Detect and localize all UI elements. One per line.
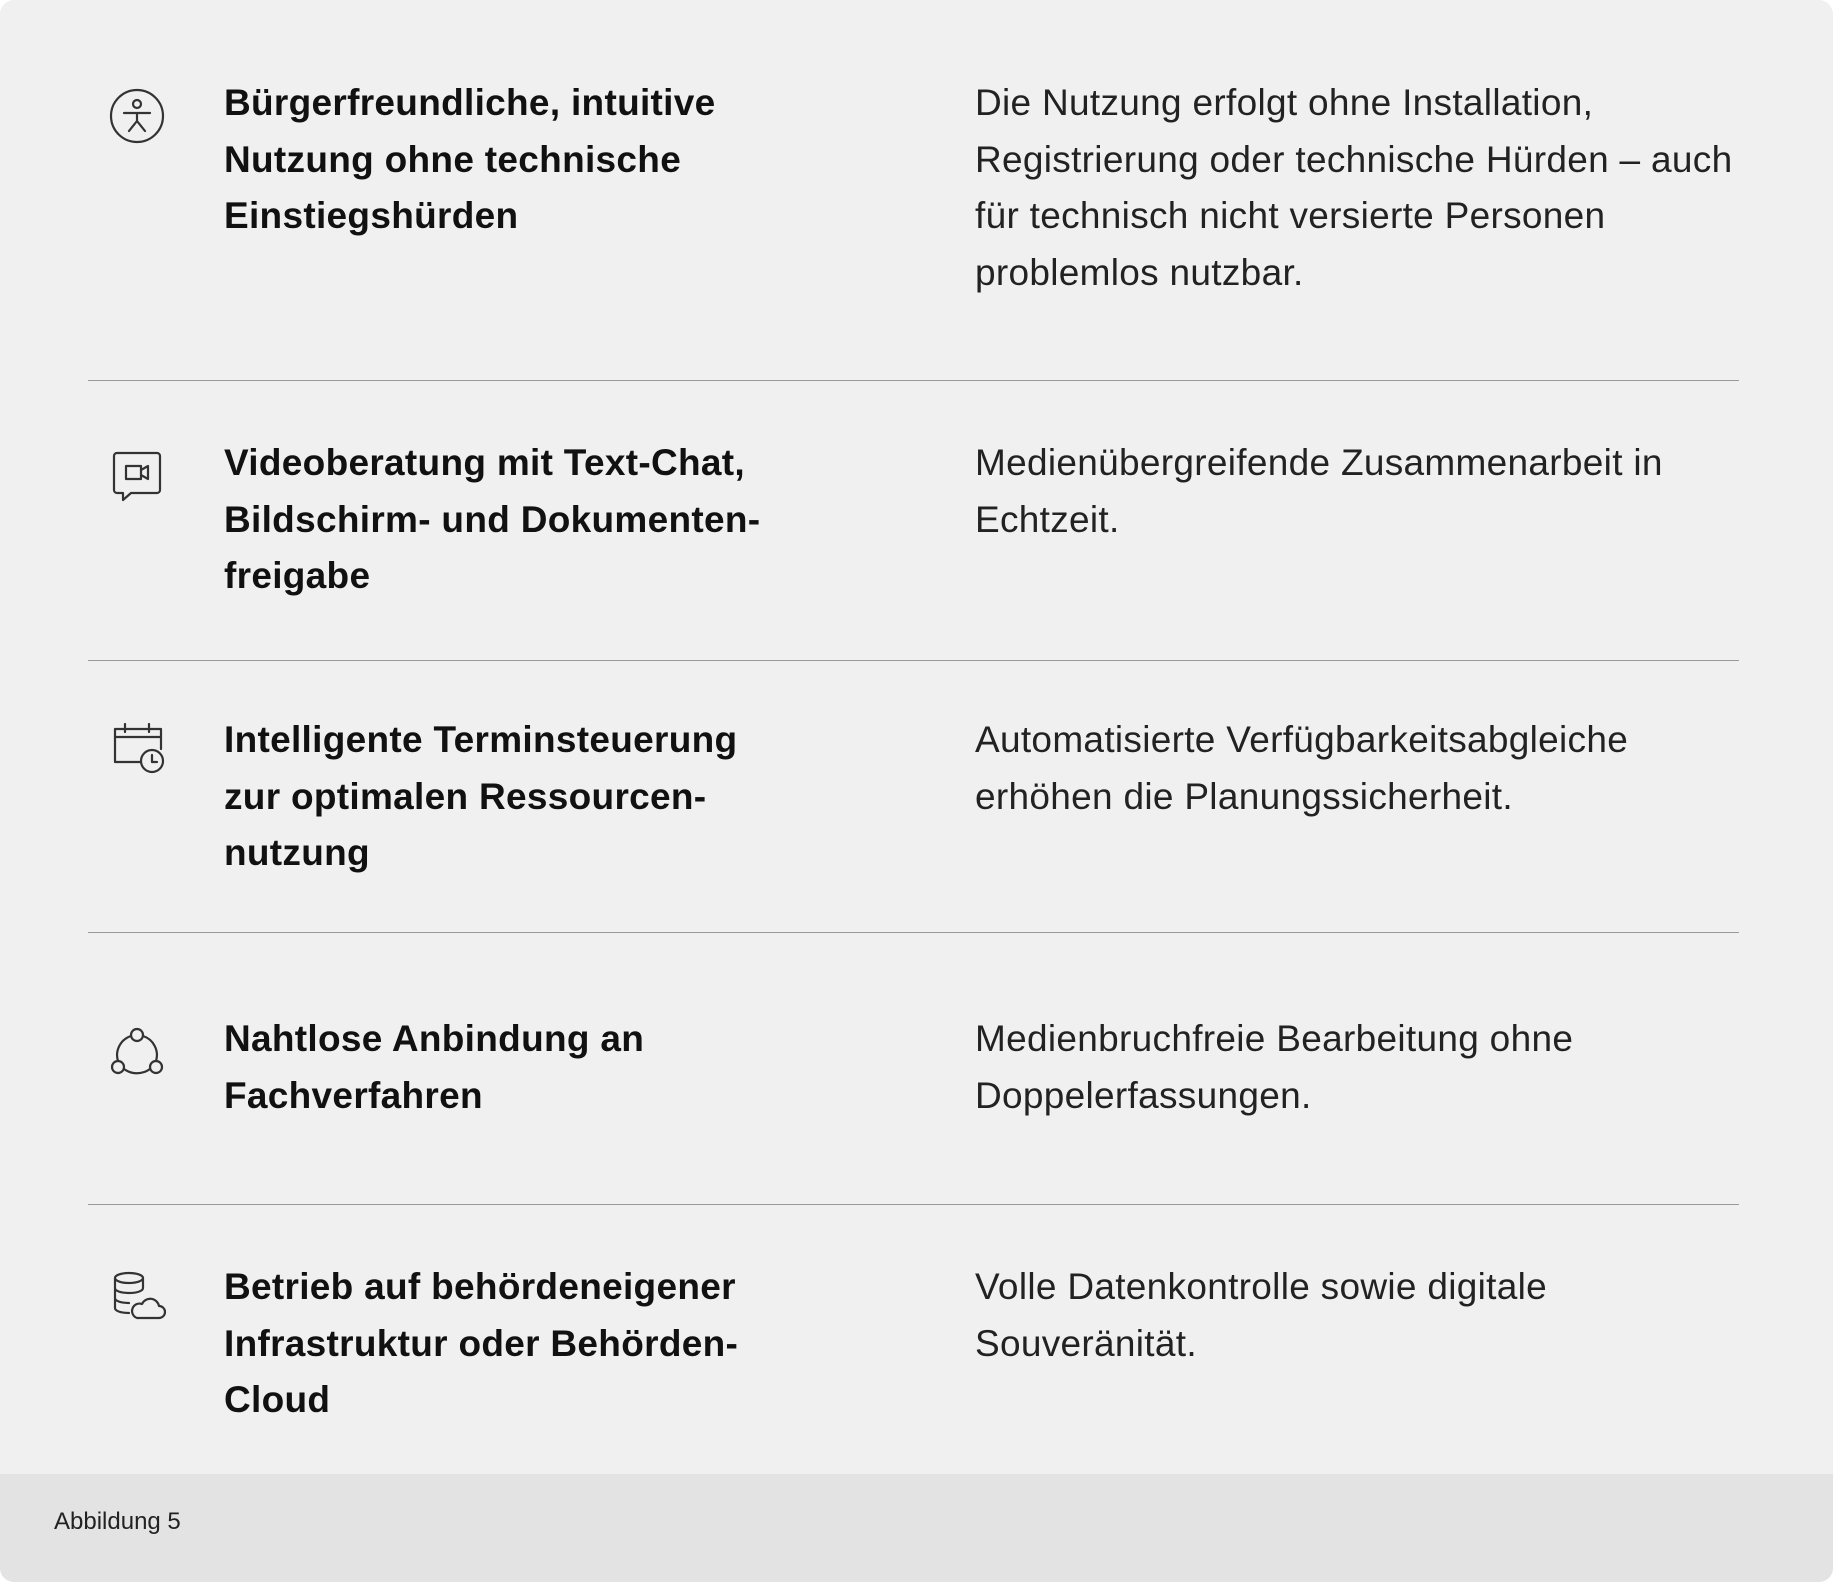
feature-description: Die Nutzung erfolgt ohne Installation, Registrierung oder technische Hürden – auch für technisch nicht versierte Personen problemlos nutzbar. (975, 82, 1733, 293)
accessibility-person-icon (107, 86, 167, 146)
feature-title: Videoberatung mit Text-Chat, Bildschirm- und Dokumenten-freigabe (224, 442, 761, 596)
feature-title: Bürgerfreundliche, intuitive Nutzung ohne technische Einstiegshürden (224, 82, 716, 236)
video-chat-icon (107, 445, 167, 505)
feature-description: Medienbruchfreie Bearbeitung ohne Doppelerfassungen. (975, 1018, 1574, 1116)
divider (88, 380, 1739, 381)
divider (88, 1204, 1739, 1205)
feature-title: Nahtlose Anbindung an Fachverfahren (224, 1018, 645, 1116)
feature-description: Medienübergreifende Zusammenarbeit in Echtzeit. (975, 442, 1663, 540)
divider (88, 932, 1739, 933)
feature-description: Automatisierte Verfügbarkeitsabgleiche erhöhen die Planungssicherheit. (975, 719, 1629, 817)
feature-description: Volle Datenkontrolle sowie digitale Souveränität. (975, 1266, 1548, 1364)
divider (88, 660, 1739, 661)
caption-bar (0, 1474, 1833, 1582)
feature-title: Betrieb auf behördeneigener Infrastruktur oder Behörden-Cloud (224, 1266, 739, 1420)
database-cloud-icon (107, 1268, 167, 1328)
calendar-clock-icon (107, 718, 167, 778)
figure-caption: Abbildung 5 (54, 1508, 181, 1535)
connected-nodes-icon (107, 1022, 167, 1082)
feature-title: Intelligente Terminsteuerung zur optimalen Ressourcen-nutzung (224, 719, 738, 873)
